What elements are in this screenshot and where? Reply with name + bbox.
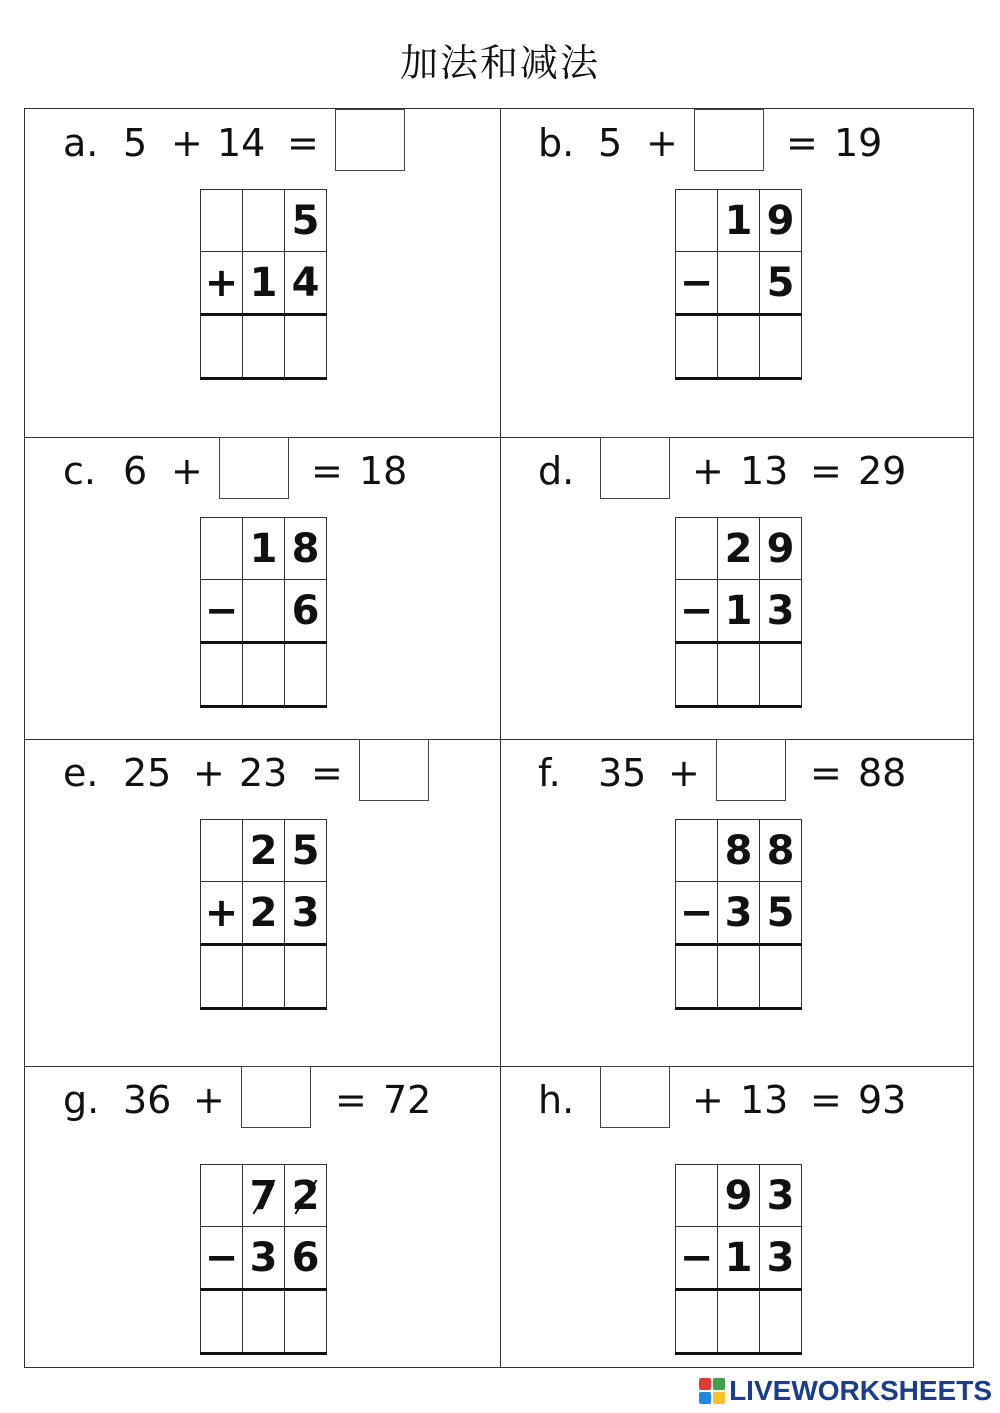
operand: 6 [123,449,148,493]
problem-label: a. [63,121,99,165]
answer-cell[interactable] [718,1290,760,1354]
operator: + [692,1078,724,1122]
digit-cell: 9 [718,1165,760,1227]
operator-cell: + [201,882,243,945]
page-title: 加法和减法 [399,41,600,85]
problem-h [500,1066,975,1368]
problem-d [500,437,975,739]
digit-cell [201,190,243,252]
digit-cell [201,518,243,580]
vertical-calculation [200,819,327,1010]
operator-cell: − [201,1227,243,1290]
answer-cell[interactable] [760,315,802,379]
answer-cell[interactable] [676,643,718,707]
operator-cell: − [201,580,243,643]
digit-cell: 2 [243,882,285,945]
liveworksheets-logo-icon [699,1378,725,1404]
logo-square [699,1392,711,1404]
answer-cell[interactable] [760,643,802,707]
problem-g [25,1066,500,1368]
problem-label: g. [63,1078,100,1122]
answer-box[interactable] [600,1066,670,1128]
equals-sign: = [810,449,842,493]
answer-cell[interactable] [285,643,327,707]
operand: 25 [123,751,172,795]
digit-cell: 5 [760,252,802,315]
equals-sign: = [810,1078,842,1122]
answer-cell[interactable] [285,1290,327,1354]
digit-cell: 6 [285,1227,327,1290]
digit-cell [676,820,718,882]
operand: 88 [858,751,907,795]
answer-cell[interactable] [285,315,327,379]
vertical-calculation [200,189,327,380]
answer-cell[interactable] [243,945,285,1009]
operand: 72 [383,1078,432,1122]
digit-cell: 9 [760,518,802,580]
operator: + [193,1078,225,1122]
equals-sign: = [311,449,343,493]
vertical-calculation [675,189,802,380]
digit-cell: 2 [718,518,760,580]
vertical-calculation [200,517,327,708]
answer-cell[interactable] [243,643,285,707]
answer-cell[interactable] [201,1290,243,1354]
operator-cell: − [676,580,718,643]
equals-sign: = [311,751,343,795]
operand: 18 [359,449,408,493]
operator-cell: + [201,252,243,315]
vertical-calculation [675,517,802,708]
crossed-digit: 2 [291,1172,320,1219]
digit-cell: 1 [718,1227,760,1290]
vertical-calculation [200,1164,327,1355]
answer-cell[interactable] [718,643,760,707]
answer-box[interactable] [694,109,764,171]
problem-label: e. [63,751,99,795]
digit-cell: 5 [285,820,327,882]
operator: + [171,121,203,165]
digit-cell [718,252,760,315]
digit-cell [676,1165,718,1227]
operand: 13 [740,449,789,493]
answer-cell[interactable] [201,945,243,1009]
digit-cell [201,820,243,882]
answer-cell[interactable] [760,1290,802,1354]
answer-cell[interactable] [676,315,718,379]
answer-cell[interactable] [243,1290,285,1354]
digit-cell-crossed [243,1165,285,1227]
answer-box[interactable] [359,739,429,801]
digit-cell: 8 [760,820,802,882]
problem-grid [24,108,974,1368]
crossed-digit: 7 [249,1172,278,1219]
digit-cell: 3 [760,1227,802,1290]
digit-cell: 3 [718,882,760,945]
operator-cell: − [676,1227,718,1290]
digit-cell: 1 [243,518,285,580]
problem-label: h. [538,1078,575,1122]
operator: + [193,751,225,795]
vertical-calculation [675,1164,802,1355]
digit-cell: 1 [718,190,760,252]
digit-cell: 8 [718,820,760,882]
digit-cell: 8 [285,518,327,580]
logo-square [713,1378,725,1390]
problem-label: c. [63,449,96,493]
digit-cell: 4 [285,252,327,315]
answer-cell[interactable] [285,945,327,1009]
digit-cell [201,1165,243,1227]
answer-cell[interactable] [676,1290,718,1354]
operand: 29 [858,449,907,493]
problem-label: b. [538,121,575,165]
operand: 36 [123,1078,172,1122]
problem-label: d. [538,449,575,493]
digit-cell [243,580,285,643]
vertical-calculation [675,819,802,1010]
digit-cell [676,518,718,580]
digit-cell [243,190,285,252]
operand: 13 [740,1078,789,1122]
operand: 23 [239,751,288,795]
equals-sign: = [786,121,818,165]
digit-cell: 5 [285,190,327,252]
equals-sign: = [810,751,842,795]
answer-box[interactable] [600,437,670,499]
brand-name: LIVEWORKSHEETS [729,1375,992,1406]
digit-cell: 6 [285,580,327,643]
operand: 5 [123,121,148,165]
answer-cell[interactable] [201,643,243,707]
digit-cell: 1 [718,580,760,643]
problem-e [25,739,500,1066]
problem-a [25,109,500,437]
answer-cell[interactable] [243,315,285,379]
answer-cell[interactable] [676,945,718,1009]
answer-box[interactable] [241,1066,311,1128]
operator: + [668,751,700,795]
digit-cell [676,190,718,252]
operator: + [171,449,203,493]
digit-cell: 1 [243,252,285,315]
digit-cell: 2 [243,820,285,882]
problem-f [500,739,975,1066]
problem-c [25,437,500,739]
operand: 35 [598,751,647,795]
answer-cell[interactable] [201,315,243,379]
operand: 14 [217,121,266,165]
digit-cell: 3 [243,1227,285,1290]
digit-cell-crossed [285,1165,327,1227]
logo-square [713,1392,725,1404]
answer-box[interactable] [219,437,289,499]
operand: 5 [598,121,623,165]
equals-sign: = [335,1078,367,1122]
problem-label: f. [538,751,561,795]
answer-cell[interactable] [760,945,802,1009]
answer-cell[interactable] [718,945,760,1009]
digit-cell: 9 [760,190,802,252]
operator-cell: − [676,882,718,945]
answer-box[interactable] [335,109,405,171]
digit-cell: 5 [760,882,802,945]
equals-sign: = [287,121,319,165]
operand: 93 [858,1078,907,1122]
liveworksheets-watermark [699,1375,992,1407]
digit-cell: 3 [760,580,802,643]
operand: 19 [834,121,883,165]
digit-cell: 3 [285,882,327,945]
answer-box[interactable] [716,739,786,801]
operator: + [692,449,724,493]
operator: + [646,121,678,165]
operator-cell: − [676,252,718,315]
answer-cell[interactable] [718,315,760,379]
logo-square [699,1378,711,1390]
digit-cell: 3 [760,1165,802,1227]
problem-b [500,109,975,437]
